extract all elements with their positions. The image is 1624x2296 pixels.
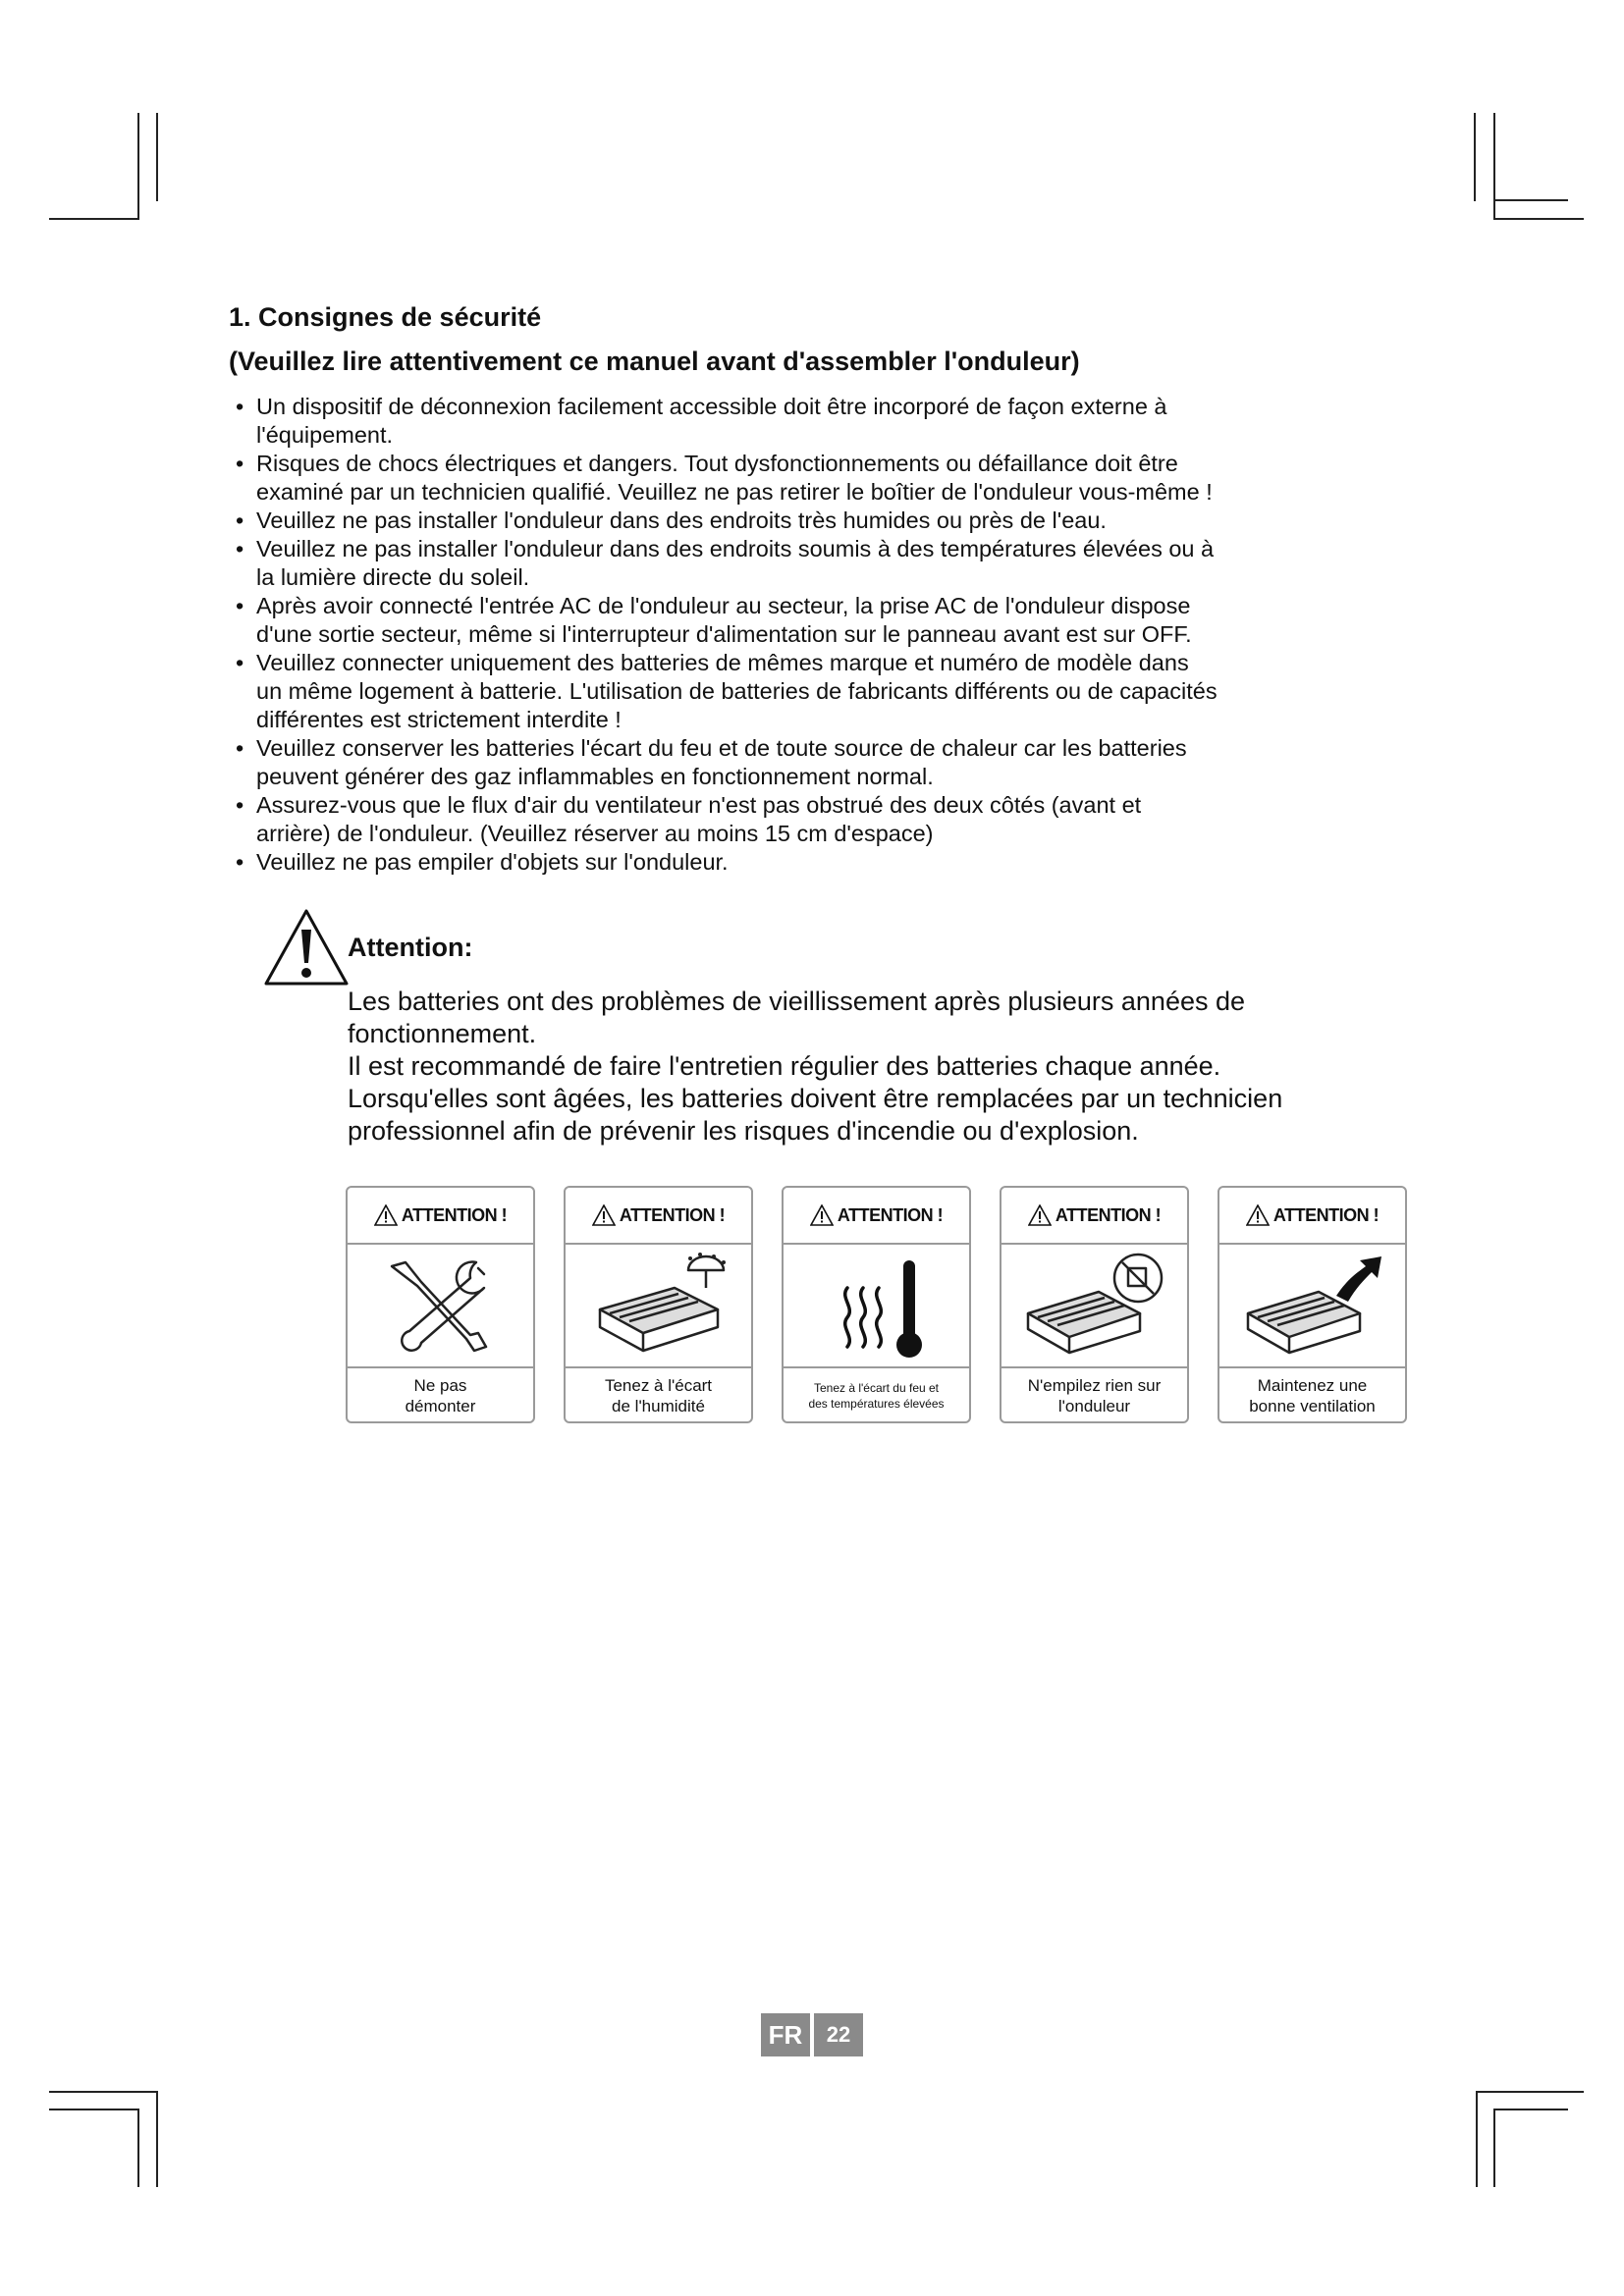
card-header: ATTENTION ! bbox=[1272, 1204, 1380, 1225]
card-caption: de l'humidité bbox=[612, 1397, 705, 1415]
page-footer bbox=[761, 2013, 863, 2056]
warning-card-humidity bbox=[564, 1186, 753, 1423]
list-item: • Un dispositif de déconnexion facilement accessible doit être incorporé de façon externe à l'équipement. bbox=[236, 393, 1394, 450]
language-badge: FR bbox=[761, 2013, 810, 2056]
warning-card-ventilation bbox=[1218, 1186, 1407, 1423]
warning-triangle-icon bbox=[810, 1204, 834, 1226]
inverter-airflow-icon bbox=[1234, 1249, 1391, 1362]
list-item: • Veuillez ne pas installer l'onduleur dans des endroits très humides ou près de l'eau. bbox=[236, 507, 1394, 535]
list-item: • Après avoir connecté l'entrée AC de l'onduleur au secteur, la prise AC de l'onduleur dispose d'une sortie secteur, même si l'interrupteur d'alimentation sur le panneau avant est sur OFF. bbox=[236, 592, 1394, 649]
safety-rules-list bbox=[236, 393, 1394, 877]
heat-thermometer-icon bbox=[798, 1249, 955, 1362]
list-item: • Veuillez conserver les batteries l'écart du feu et de toute source de chaleur car les batteries peuvent générer des gaz inflammables en fonctionnement normal. bbox=[236, 734, 1394, 791]
warning-triangle-icon bbox=[1246, 1204, 1270, 1226]
warning-triangle-icon bbox=[374, 1204, 398, 1226]
card-header: ATTENTION ! bbox=[401, 1204, 508, 1225]
list-item: • Veuillez ne pas empiler d'objets sur l'onduleur. bbox=[236, 848, 1394, 877]
card-caption: Tenez à l'écart du feu et bbox=[813, 1381, 940, 1395]
warning-cards bbox=[346, 1186, 1416, 1427]
card-caption: l'onduleur bbox=[1057, 1397, 1131, 1415]
page-number: 22 bbox=[814, 2013, 863, 2056]
warning-triangle-icon bbox=[592, 1204, 616, 1226]
page-title: 1. Consignes de sécurité bbox=[229, 302, 542, 332]
card-caption: démonter bbox=[405, 1397, 476, 1415]
list-item: • Risques de chocs électriques et dangers. Tout dysfonctionnements ou défaillance doit être examiné par un technicien qualifié. Veuillez ne pas retirer le boîtier de l'onduleur vous-même ! bbox=[236, 450, 1394, 507]
tools-icon bbox=[362, 1249, 519, 1362]
warning-triangle-icon bbox=[263, 908, 350, 987]
card-caption: bonne ventilation bbox=[1249, 1397, 1376, 1415]
warning-card-no-stack bbox=[1000, 1186, 1189, 1423]
card-header: ATTENTION ! bbox=[619, 1204, 726, 1225]
card-caption: Tenez à l'écart bbox=[604, 1376, 713, 1395]
card-caption: Ne pas bbox=[413, 1376, 467, 1395]
card-caption: N'empilez rien sur bbox=[1027, 1376, 1162, 1395]
warning-card-heat bbox=[782, 1186, 971, 1423]
warning-card-dismantle bbox=[346, 1186, 535, 1423]
card-header: ATTENTION ! bbox=[1055, 1204, 1162, 1225]
attention-heading: Attention: bbox=[348, 933, 473, 962]
inverter-no-stack-icon bbox=[1016, 1249, 1173, 1362]
page-subtitle: (Veuillez lire attentivement ce manuel avant d'assembler l'onduleur) bbox=[229, 347, 1080, 376]
list-item: • Assurez-vous que le flux d'air du ventilateur n'est pas obstrué des deux côtés (avant et arrière) de l'onduleur. (Veuillez réserver au moins 15 cm d'espace) bbox=[236, 791, 1394, 848]
list-item: • Veuillez ne pas installer l'onduleur dans des endroits soumis à des températures élevées ou à la lumière directe du soleil. bbox=[236, 535, 1394, 592]
card-caption: des températures élevées bbox=[808, 1397, 945, 1411]
attention-text: Les batteries ont des problèmes de vieillissement après plusieurs années de fonctionnement. Il est recommandé de faire l'entretien régulier des batteries chaque année. Lorsqu'elles sont âgées, les batteries doivent être remplacées par un technicien professionnel afin de prévenir les risques d'incendie ou d'explosion. bbox=[348, 987, 1283, 1146]
inverter-rain-icon bbox=[580, 1249, 737, 1362]
card-header: ATTENTION ! bbox=[837, 1204, 944, 1225]
card-caption: Maintenez une bbox=[1257, 1376, 1368, 1395]
list-item: • Veuillez connecter uniquement des batteries de mêmes marque et numéro de modèle dans un même logement à batterie. L'utilisation de batteries de fabricants différents ou de capacités différentes est strictement interdite ! bbox=[236, 649, 1394, 734]
warning-triangle-icon bbox=[1028, 1204, 1052, 1226]
